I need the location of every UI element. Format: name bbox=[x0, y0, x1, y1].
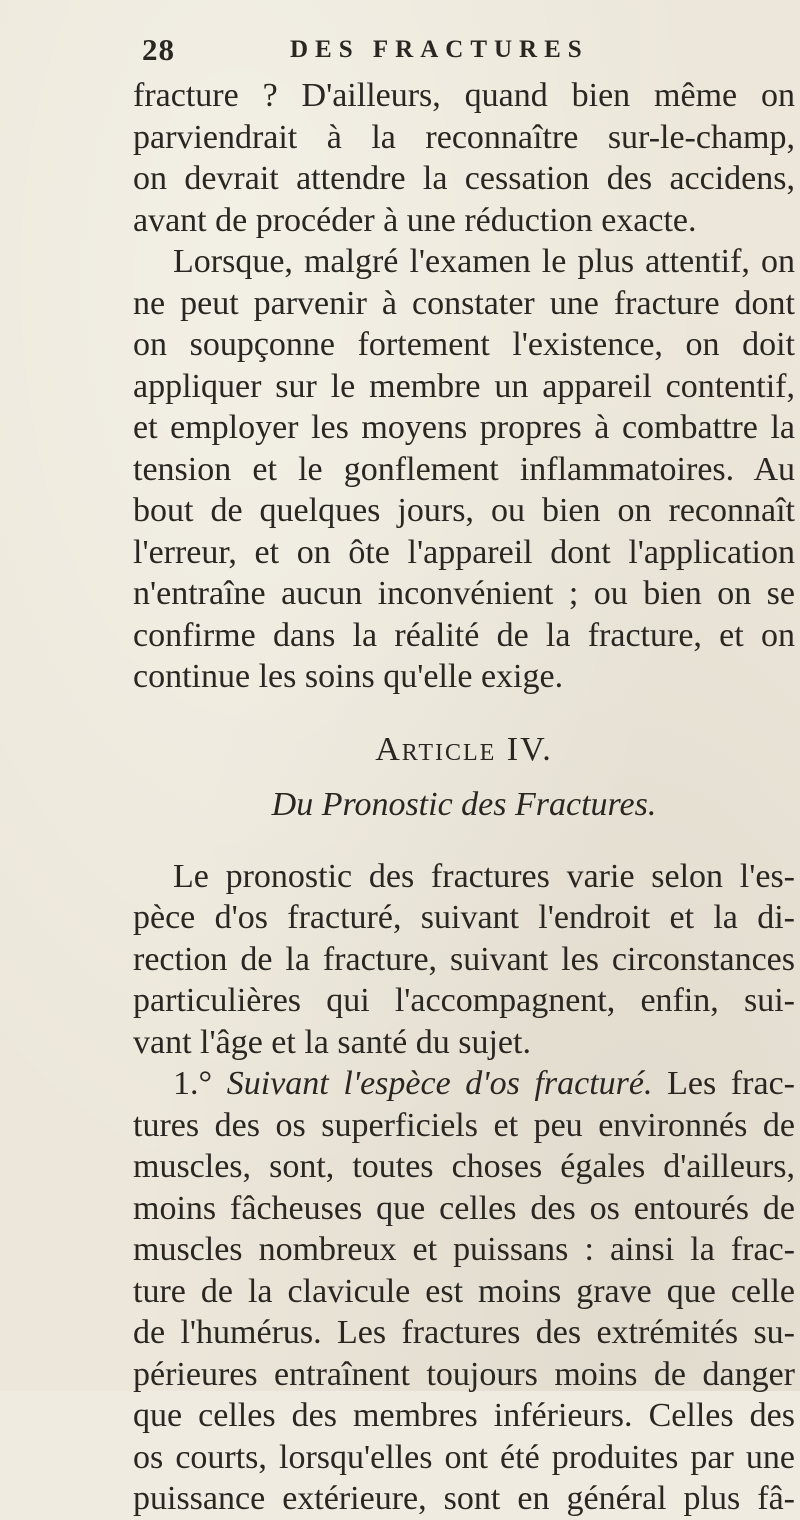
text-line: appliquer sur le membre un appareil contentif, bbox=[133, 367, 795, 405]
text-line: périeures entraînent toujours moins de danger bbox=[133, 1355, 795, 1393]
text-line: vant l'âge et la santé du sujet. bbox=[133, 1023, 531, 1061]
text-line: confirme dans la réalité de la fracture, et on bbox=[133, 616, 795, 654]
text-line: tures des os superficiels et peu environnés de bbox=[133, 1106, 795, 1144]
text-line: de l'humérus. Les fractures des extrémités su- bbox=[133, 1314, 795, 1351]
text-line: Lorsque, malgré l'examen le plus attentif, on bbox=[173, 243, 795, 280]
text-line: Le pronostic des fractures varie selon l'es- bbox=[173, 857, 795, 895]
text-line: fracture ? D'ailleurs, quand bien même on bbox=[133, 77, 795, 114]
text-line: tension et le gonflement inflammatoires. Au bbox=[133, 450, 795, 488]
text-line: ne peut parvenir à constater une fracture dont bbox=[133, 284, 795, 322]
paragraph-2 bbox=[133, 241, 795, 698]
text-line: et employer les moyens propres à combattre la bbox=[133, 409, 795, 446]
text-line: que celles des membres inférieurs. Celles des bbox=[133, 1397, 795, 1434]
text-line: parviendrait à la reconnaître sur-le-champ, bbox=[133, 118, 795, 156]
text-line: bout de quelques jours, ou bien on reconnaît bbox=[133, 492, 795, 529]
text-line: avant de procéder à une réduction exacte. bbox=[133, 201, 697, 239]
page-header bbox=[130, 32, 660, 66]
article-subheading: Du Pronostic des Fractures. bbox=[271, 785, 657, 823]
text-line bbox=[133, 1063, 795, 1105]
text-line: muscles, sont, toutes choses égales d'ailleurs, bbox=[133, 1148, 795, 1185]
page-number: 28 bbox=[142, 32, 175, 67]
text-line: n'entraîne aucun inconvénient ; ou bien on se bbox=[133, 575, 795, 612]
article-heading: Article IV. bbox=[375, 730, 553, 768]
running-head: DES FRACTURES bbox=[290, 36, 589, 63]
text-line: continue les soins qu'elle exige. bbox=[133, 658, 564, 695]
body-text bbox=[133, 75, 795, 1520]
text-line: rection de la fracture, suivant les circonstances bbox=[133, 940, 795, 978]
paragraph-4 bbox=[133, 1063, 795, 1520]
paragraph-3 bbox=[133, 856, 795, 1064]
text-line: l'erreur, et on ôte l'appareil dont l'application bbox=[133, 533, 795, 571]
text-line: ture de la clavicule est moins grave que celle bbox=[133, 1272, 795, 1310]
text-line: on devrait attendre la cessation des accidens, bbox=[133, 160, 795, 197]
text-line: puissance extérieure, sont en général plus fâ- bbox=[133, 1480, 795, 1517]
text-line: pèce d'os fracturé, suivant l'endroit et la di- bbox=[133, 899, 795, 936]
text-fragment: Les frac- bbox=[667, 1065, 795, 1102]
paragraph-1 bbox=[133, 75, 795, 241]
text-line: muscles nombreux et puissans : ainsi la frac- bbox=[133, 1231, 795, 1268]
list-number: 1.° bbox=[173, 1065, 213, 1102]
text-line: on soupçonne fortement l'existence, on doit bbox=[133, 326, 795, 363]
text-line: os courts, lorsqu'elles ont été produites par une bbox=[133, 1438, 795, 1476]
text-line: moins fâcheuses que celles des os entourés de bbox=[133, 1189, 795, 1227]
text-line: particulières qui l'accompagnent, enfin, sui- bbox=[133, 982, 795, 1019]
italic-lead: Suivant l'espèce d'os fracturé. bbox=[226, 1065, 653, 1102]
